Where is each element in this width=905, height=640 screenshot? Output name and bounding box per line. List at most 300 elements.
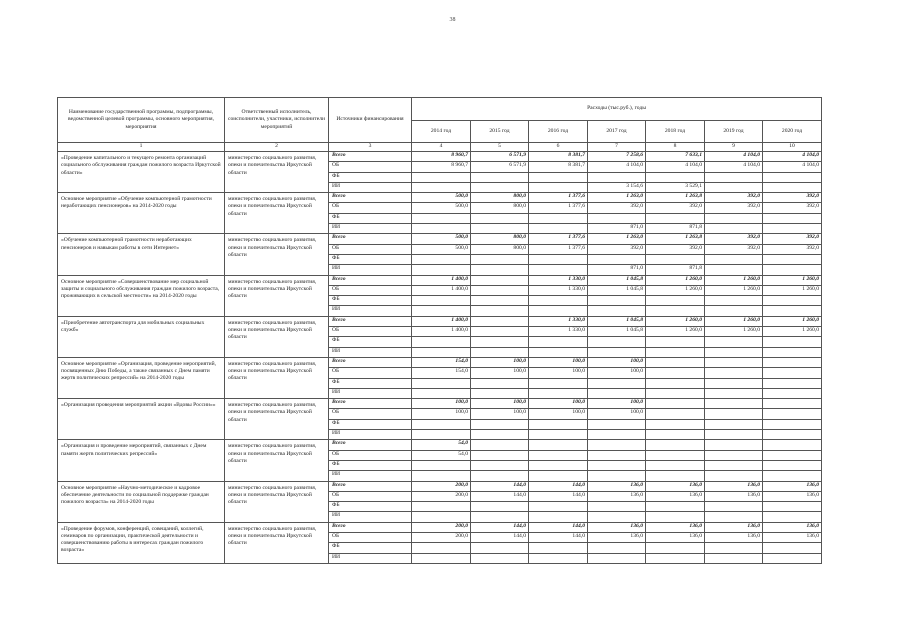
value-cell (588, 502, 646, 512)
value-cell (588, 347, 646, 357)
value-cell: 100,0 (471, 368, 529, 378)
value-cell (646, 502, 705, 512)
value-cell: 1 377,6 (529, 234, 588, 244)
value-cell (646, 357, 705, 367)
executor-cell: министерство социального развития, опеки и попечительства Иркутской области (225, 152, 329, 193)
value-cell (705, 440, 763, 450)
value-cell (763, 306, 822, 316)
value-cell (529, 254, 588, 264)
value-cell (763, 172, 822, 182)
value-cell: 1 260,0 (763, 275, 822, 285)
value-cell (588, 296, 646, 306)
value-cell (646, 378, 705, 388)
value-cell (763, 471, 822, 481)
value-cell: 800,0 (471, 234, 529, 244)
value-cell (646, 306, 705, 316)
value-cell: 8 381,7 (529, 152, 588, 162)
value-cell (646, 430, 705, 440)
value-cell (646, 543, 705, 553)
funding-source-cell: ФБ (329, 502, 412, 512)
value-cell: 1 260,0 (763, 327, 822, 337)
value-cell (412, 347, 471, 357)
value-cell (412, 172, 471, 182)
value-cell: 200,0 (412, 481, 471, 491)
header-year: 2019 год (705, 121, 763, 143)
value-cell: 54,0 (412, 450, 471, 460)
value-cell (646, 450, 705, 460)
value-cell: 392,0 (763, 203, 822, 213)
funding-source-cell: Всего (329, 481, 412, 491)
value-cell (705, 471, 763, 481)
value-cell (646, 419, 705, 429)
value-cell: 136,0 (763, 532, 822, 542)
value-cell: 392,0 (646, 244, 705, 254)
value-cell: 100,0 (588, 357, 646, 367)
value-cell (705, 254, 763, 264)
value-cell (646, 512, 705, 522)
value-cell (471, 388, 529, 398)
value-cell: 871,8 (646, 224, 705, 234)
funding-source-cell: Всего (329, 152, 412, 162)
funding-source-cell: ФБ (329, 419, 412, 429)
value-cell: 6 571,9 (471, 152, 529, 162)
value-cell (529, 460, 588, 470)
value-cell (705, 553, 763, 563)
value-cell: 4 104,0 (705, 162, 763, 172)
value-cell (412, 337, 471, 347)
value-cell (646, 553, 705, 563)
value-cell (529, 224, 588, 234)
value-cell (588, 430, 646, 440)
value-cell: 1 377,6 (529, 203, 588, 213)
value-cell (412, 213, 471, 223)
value-cell: 100,0 (412, 409, 471, 419)
value-cell: 871,8 (646, 265, 705, 275)
funding-source-cell: ФБ (329, 543, 412, 553)
value-cell: 154,0 (412, 368, 471, 378)
value-cell: 1 400,0 (412, 316, 471, 326)
program-name-cell: «Проведение капитального и текущего ремонта организаций социального обслуживания граждан пожилого возраста Иркутской области» (58, 152, 225, 193)
program-name-cell: Основное мероприятие «Научно-методическое и кадровое обеспечение деятельности по социальной поддержке граждан пожилого возраста» на 2014-2020 годы (58, 481, 225, 522)
value-cell (763, 224, 822, 234)
executor-cell: министерство социального развития, опеки и попечительства Иркутской области (225, 193, 329, 234)
header-year: 2017 год (588, 121, 646, 143)
page-number: 38 (449, 17, 456, 23)
column-number: 6 (529, 143, 588, 152)
value-cell: 1 263,8 (646, 234, 705, 244)
value-cell: 1 260,0 (705, 275, 763, 285)
value-cell: 392,0 (763, 234, 822, 244)
value-cell: 136,0 (588, 522, 646, 532)
funding-source-cell: ОБ (329, 327, 412, 337)
value-cell (529, 306, 588, 316)
value-cell: 4 104,0 (705, 152, 763, 162)
funding-source-cell: ИИ (329, 347, 412, 357)
table-row (58, 357, 822, 367)
value-cell (529, 471, 588, 481)
value-cell (588, 172, 646, 182)
value-cell: 136,0 (705, 522, 763, 532)
column-number: 5 (471, 143, 529, 152)
value-cell (705, 306, 763, 316)
value-cell (412, 430, 471, 440)
value-cell: 136,0 (588, 491, 646, 501)
value-cell: 800,0 (471, 203, 529, 213)
value-cell (588, 388, 646, 398)
value-cell (763, 296, 822, 306)
value-cell (471, 512, 529, 522)
value-cell (471, 450, 529, 460)
table-row (58, 152, 822, 162)
value-cell (705, 368, 763, 378)
value-cell (763, 337, 822, 347)
column-number: 8 (646, 143, 705, 152)
value-cell (763, 347, 822, 357)
value-cell (763, 182, 822, 192)
value-cell (763, 543, 822, 553)
funding-source-cell: ФБ (329, 337, 412, 347)
value-cell (705, 378, 763, 388)
program-name-cell: «Приобретение автотранспорта для мобильных социальных служб» (58, 316, 225, 357)
value-cell (471, 378, 529, 388)
program-name-cell: Основное мероприятие «Организация, проведение мероприятий, посвященных Дню Победы, а также связанных с Днем памяти жертв политических репрессий» на 2014-2020 годы (58, 357, 225, 398)
value-cell (705, 224, 763, 234)
value-cell: 1 045,8 (588, 327, 646, 337)
funding-source-cell: ОБ (329, 162, 412, 172)
value-cell (763, 419, 822, 429)
value-cell (763, 388, 822, 398)
value-cell: 100,0 (471, 399, 529, 409)
value-cell (529, 430, 588, 440)
funding-source-cell: Всего (329, 193, 412, 203)
value-cell (412, 502, 471, 512)
value-cell: 54,0 (412, 440, 471, 450)
value-cell (471, 430, 529, 440)
value-cell (412, 306, 471, 316)
value-cell (705, 430, 763, 440)
executor-cell: министерство социального развития, опеки и попечительства Иркутской области (225, 234, 329, 275)
funding-source-cell: ОБ (329, 532, 412, 542)
value-cell: 144,0 (529, 522, 588, 532)
funding-source-cell: ОБ (329, 450, 412, 460)
funding-source-cell: Всего (329, 275, 412, 285)
funding-source-cell: ИИ (329, 430, 412, 440)
value-cell (471, 265, 529, 275)
value-cell (588, 213, 646, 223)
value-cell (529, 172, 588, 182)
value-cell: 100,0 (588, 399, 646, 409)
executor-cell: министерство социального развития, опеки и попечительства Иркутской области (225, 399, 329, 440)
table-row (58, 316, 822, 326)
column-number-row (58, 143, 822, 152)
header-year: 2015 год (471, 121, 529, 143)
value-cell (588, 460, 646, 470)
value-cell: 100,0 (529, 399, 588, 409)
table-row (58, 193, 822, 203)
value-cell (646, 368, 705, 378)
value-cell (471, 543, 529, 553)
value-cell: 1 400,0 (412, 327, 471, 337)
value-cell (529, 388, 588, 398)
funding-source-cell: ИИ (329, 306, 412, 316)
value-cell: 1 260,0 (763, 316, 822, 326)
funding-source-cell: ОБ (329, 285, 412, 295)
funding-source-cell: ФБ (329, 296, 412, 306)
value-cell (705, 265, 763, 275)
table-row (58, 234, 822, 244)
value-cell (529, 182, 588, 192)
value-cell (471, 471, 529, 481)
executor-cell: министерство социального развития, опеки и попечительства Иркутской области (225, 357, 329, 398)
value-cell: 4 104,0 (646, 162, 705, 172)
value-cell: 1 260,0 (705, 316, 763, 326)
value-cell (705, 502, 763, 512)
value-cell (763, 265, 822, 275)
value-cell (529, 347, 588, 357)
value-cell: 1 260,0 (646, 275, 705, 285)
header-program: Наименование государственной программы, подпрограммы, ведомственной целевой программы, основного мероприятия, мероприятия (58, 98, 225, 143)
value-cell: 871,0 (588, 224, 646, 234)
funding-source-cell: ФБ (329, 172, 412, 182)
value-cell: 100,0 (471, 357, 529, 367)
value-cell (529, 440, 588, 450)
value-cell (705, 512, 763, 522)
value-cell (646, 471, 705, 481)
value-cell: 1 330,0 (529, 316, 588, 326)
value-cell (412, 419, 471, 429)
value-cell (471, 275, 529, 285)
value-cell: 100,0 (588, 409, 646, 419)
funding-source-cell: Всего (329, 522, 412, 532)
header-executor: Ответственный исполнитель, соисполнители, участники, исполнители мероприятий (225, 98, 329, 143)
value-cell (705, 347, 763, 357)
value-cell: 100,0 (588, 368, 646, 378)
value-cell (529, 502, 588, 512)
value-cell: 8 960,7 (412, 162, 471, 172)
value-cell (412, 254, 471, 264)
value-cell: 200,0 (412, 491, 471, 501)
value-cell: 392,0 (705, 244, 763, 254)
value-cell (763, 440, 822, 450)
funding-source-cell: ОБ (329, 244, 412, 254)
value-cell (763, 368, 822, 378)
value-cell (471, 254, 529, 264)
value-cell (471, 347, 529, 357)
funding-source-cell: ОБ (329, 368, 412, 378)
value-cell (646, 460, 705, 470)
value-cell (412, 512, 471, 522)
funding-source-cell: Всего (329, 357, 412, 367)
header-row (58, 98, 822, 121)
value-cell (705, 460, 763, 470)
value-cell: 4 104,0 (763, 162, 822, 172)
table-row (58, 399, 822, 409)
value-cell: 500,0 (412, 193, 471, 203)
value-cell (763, 450, 822, 460)
value-cell: 144,0 (471, 532, 529, 542)
value-cell (646, 399, 705, 409)
column-number: 2 (225, 143, 329, 152)
value-cell (471, 296, 529, 306)
header-expenses: Расходы (тыс.руб.), годы (412, 98, 822, 121)
value-cell: 144,0 (471, 481, 529, 491)
value-cell: 136,0 (646, 481, 705, 491)
program-name-cell: Основное мероприятие «Обучение компьютерной грамотности неработающих пенсионеров» на 2014-2020 годы (58, 193, 225, 234)
value-cell: 1 045,8 (588, 316, 646, 326)
value-cell (588, 543, 646, 553)
value-cell (763, 512, 822, 522)
value-cell: 1 263,8 (646, 193, 705, 203)
funding-source-cell: Всего (329, 316, 412, 326)
value-cell (705, 357, 763, 367)
value-cell: 392,0 (763, 193, 822, 203)
value-cell (646, 347, 705, 357)
value-cell: 4 104,0 (763, 152, 822, 162)
expenses-table (57, 97, 822, 564)
value-cell: 800,0 (471, 244, 529, 254)
value-cell: 871,0 (588, 265, 646, 275)
header-year: 2020 год (763, 121, 822, 143)
executor-cell: министерство социального развития, опеки и попечительства Иркутской области (225, 481, 329, 522)
value-cell: 1 263,0 (588, 234, 646, 244)
value-cell (529, 543, 588, 553)
value-cell: 144,0 (471, 491, 529, 501)
value-cell (529, 337, 588, 347)
funding-source-cell: ФБ (329, 378, 412, 388)
column-number: 3 (329, 143, 412, 152)
value-cell (646, 296, 705, 306)
value-cell (471, 213, 529, 223)
program-name-cell: «Организация и проведение мероприятий, связанных с Днем памяти жертв политических репрессий» (58, 440, 225, 481)
column-number: 1 (58, 143, 225, 152)
value-cell: 500,0 (412, 244, 471, 254)
value-cell: 136,0 (646, 532, 705, 542)
value-cell: 136,0 (588, 532, 646, 542)
value-cell: 392,0 (588, 244, 646, 254)
funding-source-cell: Всего (329, 234, 412, 244)
value-cell (529, 450, 588, 460)
value-cell (412, 553, 471, 563)
executor-cell: министерство социального развития, опеки и попечительства Иркутской области (225, 316, 329, 357)
value-cell: 136,0 (705, 491, 763, 501)
program-name-cell: «Обучение компьютерной грамотности неработающих пенсионеров и навыкам работы в сети Интернет» (58, 234, 225, 275)
header-source: Источники финансирования (329, 98, 412, 143)
value-cell (588, 337, 646, 347)
executor-cell: министерство социального развития, опеки и попечительства Иркутской области (225, 275, 329, 316)
value-cell: 1 330,0 (529, 327, 588, 337)
value-cell: 800,0 (471, 193, 529, 203)
value-cell: 1 263,0 (588, 193, 646, 203)
value-cell (412, 460, 471, 470)
value-cell (588, 254, 646, 264)
value-cell: 154,0 (412, 357, 471, 367)
value-cell (471, 182, 529, 192)
value-cell (646, 254, 705, 264)
value-cell (471, 502, 529, 512)
column-number: 10 (763, 143, 822, 152)
value-cell (412, 378, 471, 388)
executor-cell: министерство социального развития, опеки и попечительства Иркутской области (225, 440, 329, 481)
table-row (58, 481, 822, 491)
value-cell: 1 260,0 (705, 327, 763, 337)
value-cell (412, 388, 471, 398)
value-cell: 392,0 (588, 203, 646, 213)
value-cell: 1 330,0 (529, 285, 588, 295)
value-cell (705, 296, 763, 306)
value-cell (529, 378, 588, 388)
funding-source-cell: Всего (329, 399, 412, 409)
value-cell (763, 254, 822, 264)
value-cell (763, 430, 822, 440)
value-cell: 136,0 (588, 481, 646, 491)
funding-source-cell: ОБ (329, 409, 412, 419)
value-cell (705, 409, 763, 419)
funding-source-cell: ИИ (329, 471, 412, 481)
program-name-cell: «Организация проведения мероприятий акции «Вдовы России»» (58, 399, 225, 440)
value-cell: 100,0 (529, 409, 588, 419)
executor-cell: министерство социального развития, опеки и попечительства Иркутской области (225, 522, 329, 563)
funding-source-cell: ФБ (329, 254, 412, 264)
value-cell (471, 440, 529, 450)
value-cell (471, 306, 529, 316)
value-cell: 1 045,8 (588, 285, 646, 295)
value-cell: 7 258,6 (588, 152, 646, 162)
value-cell: 100,0 (529, 357, 588, 367)
header-year: 2014 год (412, 121, 471, 143)
value-cell (646, 213, 705, 223)
value-cell (646, 172, 705, 182)
column-number: 9 (705, 143, 763, 152)
value-cell: 392,0 (705, 203, 763, 213)
value-cell (471, 172, 529, 182)
value-cell (529, 419, 588, 429)
value-cell: 136,0 (646, 491, 705, 501)
value-cell: 144,0 (529, 491, 588, 501)
funding-source-cell: ФБ (329, 460, 412, 470)
value-cell: 500,0 (412, 203, 471, 213)
value-cell (529, 512, 588, 522)
value-cell (471, 337, 529, 347)
value-cell (529, 553, 588, 563)
value-cell (763, 357, 822, 367)
program-name-cell: «Проведение форумов, конференций, совещаний, коллегий, семинаров по организации, практической деятельности и совершенствованию работы в интересах граждан пожилого возраста» (58, 522, 225, 563)
value-cell: 1 377,6 (529, 244, 588, 254)
value-cell (412, 224, 471, 234)
value-cell: 1 045,8 (588, 275, 646, 285)
value-cell (588, 440, 646, 450)
value-cell (646, 388, 705, 398)
value-cell (705, 399, 763, 409)
value-cell (705, 543, 763, 553)
value-cell: 8 960,7 (412, 152, 471, 162)
value-cell: 1 260,0 (646, 285, 705, 295)
funding-source-cell: Всего (329, 440, 412, 450)
value-cell (705, 182, 763, 192)
value-cell (763, 502, 822, 512)
value-cell (471, 285, 529, 295)
value-cell (705, 450, 763, 460)
funding-source-cell: ИИ (329, 553, 412, 563)
value-cell (588, 419, 646, 429)
funding-source-cell: ОБ (329, 491, 412, 501)
table-row (58, 440, 822, 450)
value-cell (588, 378, 646, 388)
header-year: 2018 год (646, 121, 705, 143)
value-cell (763, 213, 822, 223)
value-cell: 100,0 (529, 368, 588, 378)
value-cell (471, 224, 529, 234)
value-cell (588, 512, 646, 522)
